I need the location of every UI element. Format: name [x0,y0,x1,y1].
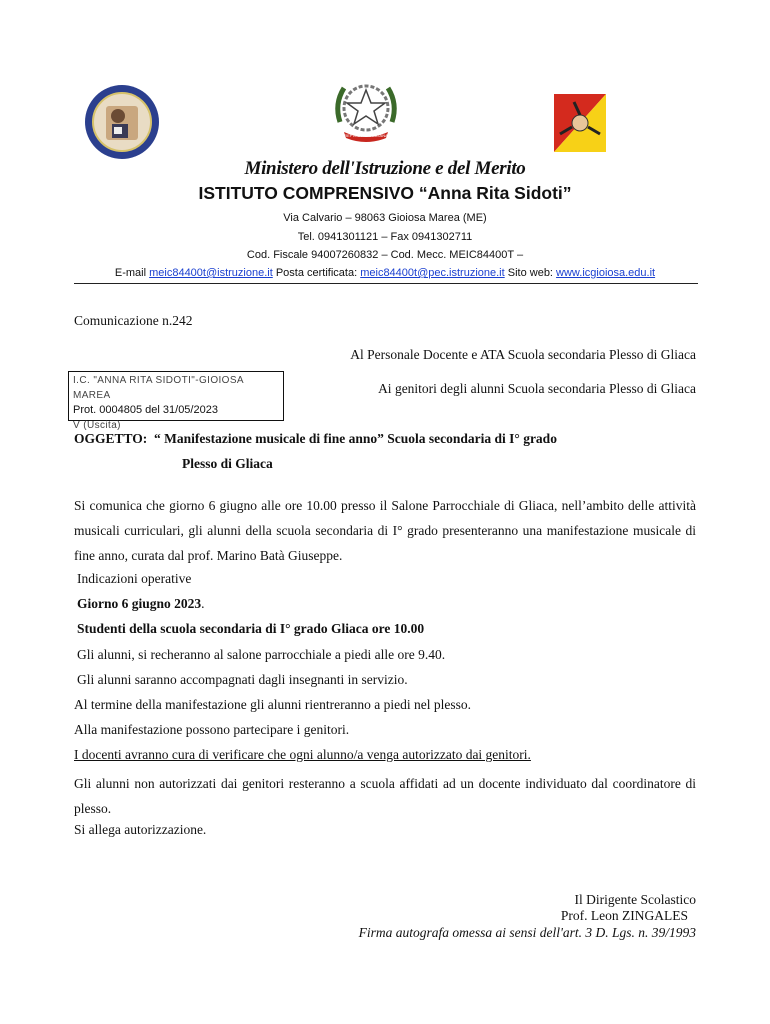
italian-republic-emblem [330,74,402,150]
school-logo [84,84,160,160]
web-label: Sito web: [504,267,557,279]
svg-text:REPVBBLICA ITALIANA: REPVBBLICA ITALIANA [344,133,388,138]
operative-heading: Indicazioni operative [77,571,192,586]
email-label: E-mail [114,267,150,279]
subject-text: “ Manifestazione musicale di fine anno” Scuola secondaria di I° grado [154,431,557,446]
instruction-3: Al termine della manifestazione gli alunni rientreranno a piedi nel plesso. [74,697,471,712]
event-date-text: Giorno 6 giugno 2023 [77,596,202,611]
email-link[interactable]: meic84400t@istruzione.it [149,267,273,279]
subject-line [74,431,557,447]
school-name: ISTITUTO COMPRENSIVO “Anna Rita Sidoti” [198,183,572,203]
subject-label: OGGETTO: [74,431,148,446]
school-phone: Tel. 0941301121 – Fax 0941302711 [297,231,473,243]
pec-link[interactable]: meic84400t@pec.istruzione.it [360,267,505,279]
recipient-parents: Ai genitori degli alunni Scuola secondaria Plesso di Gliaca [378,381,696,396]
instruction-4: Alla manifestazione possono partecipare i genitori. [74,722,350,737]
protocol-stamp [68,371,284,431]
event-date [77,596,205,612]
instruction-2: Gli alunni saranno accompagnati dagli insegnanti in servizio. [77,672,408,687]
instruction-6: Gli alunni non autorizzati dai genitori resteranno a scuola affidati ad un docente individuato dal coordinatore di plesso. [74,776,696,816]
event-date-suffix: . [201,596,205,611]
pec-label: Posta certificata: [272,267,361,279]
communication-number: Comunicazione n.242 [74,313,193,328]
school-address: Via Calvario – 98063 Gioiosa Marea (ME) [283,212,487,224]
school-codes: Cod. Fiscale 94007260832 – Cod. Mecc. MEIC84400T – [246,249,524,261]
contact-line [0,267,770,279]
sicily-trinacria-flag [554,94,606,152]
stamp-direction: V (Uscita) [73,420,121,431]
recipient-staff: Al Personale Docente e ATA Scuola secondaria Plesso di Gliaca [350,347,696,362]
students-time: Studenti della scuola secondaria di I° grado Gliaca ore 10.00 [77,621,425,636]
signature-role: Il Dirigente Scolastico [574,892,696,907]
stamp-protocol: Prot. 0004805 del 31/05/2023 [73,404,218,416]
signature-note: Firma autografa omessa ai sensi dell'art. 3 D. Lgs. n. 39/1993 [358,925,696,940]
stamp-school: I.C. "ANNA RITA SIDOTI"-GIOIOSA MAREA [73,375,244,401]
instruction-5: I docenti avranno cura di verificare che ogni alunno/a venga autorizzato dai genitori. [74,747,531,762]
signature-name: Prof. Leon ZINGALES [560,908,688,923]
header-divider [74,283,698,284]
instruction-1: Gli alunni, si recheranno al salone parrocchiale a piedi alle ore 9.40. [77,647,446,662]
body-paragraph: Si comunica che giorno 6 giugno alle ore 10.00 presso il Salone Parrocchiale di Gliaca, nell’ambito delle attività musicali curriculari, gli alunni della scuola secondaria di I° grado presenteranno una manifestazione musicale di fine anno, curata dal prof. Marino Batà Giuseppe. [74,498,696,563]
attachment-note: Si allega autorizzazione. [74,822,207,837]
website-link[interactable]: www.icgioiosa.edu.it [556,267,656,279]
subject-line-2: Plesso di Gliaca [182,456,273,471]
ministry-title: Ministero dell'Istruzione e del Merito [244,158,526,179]
